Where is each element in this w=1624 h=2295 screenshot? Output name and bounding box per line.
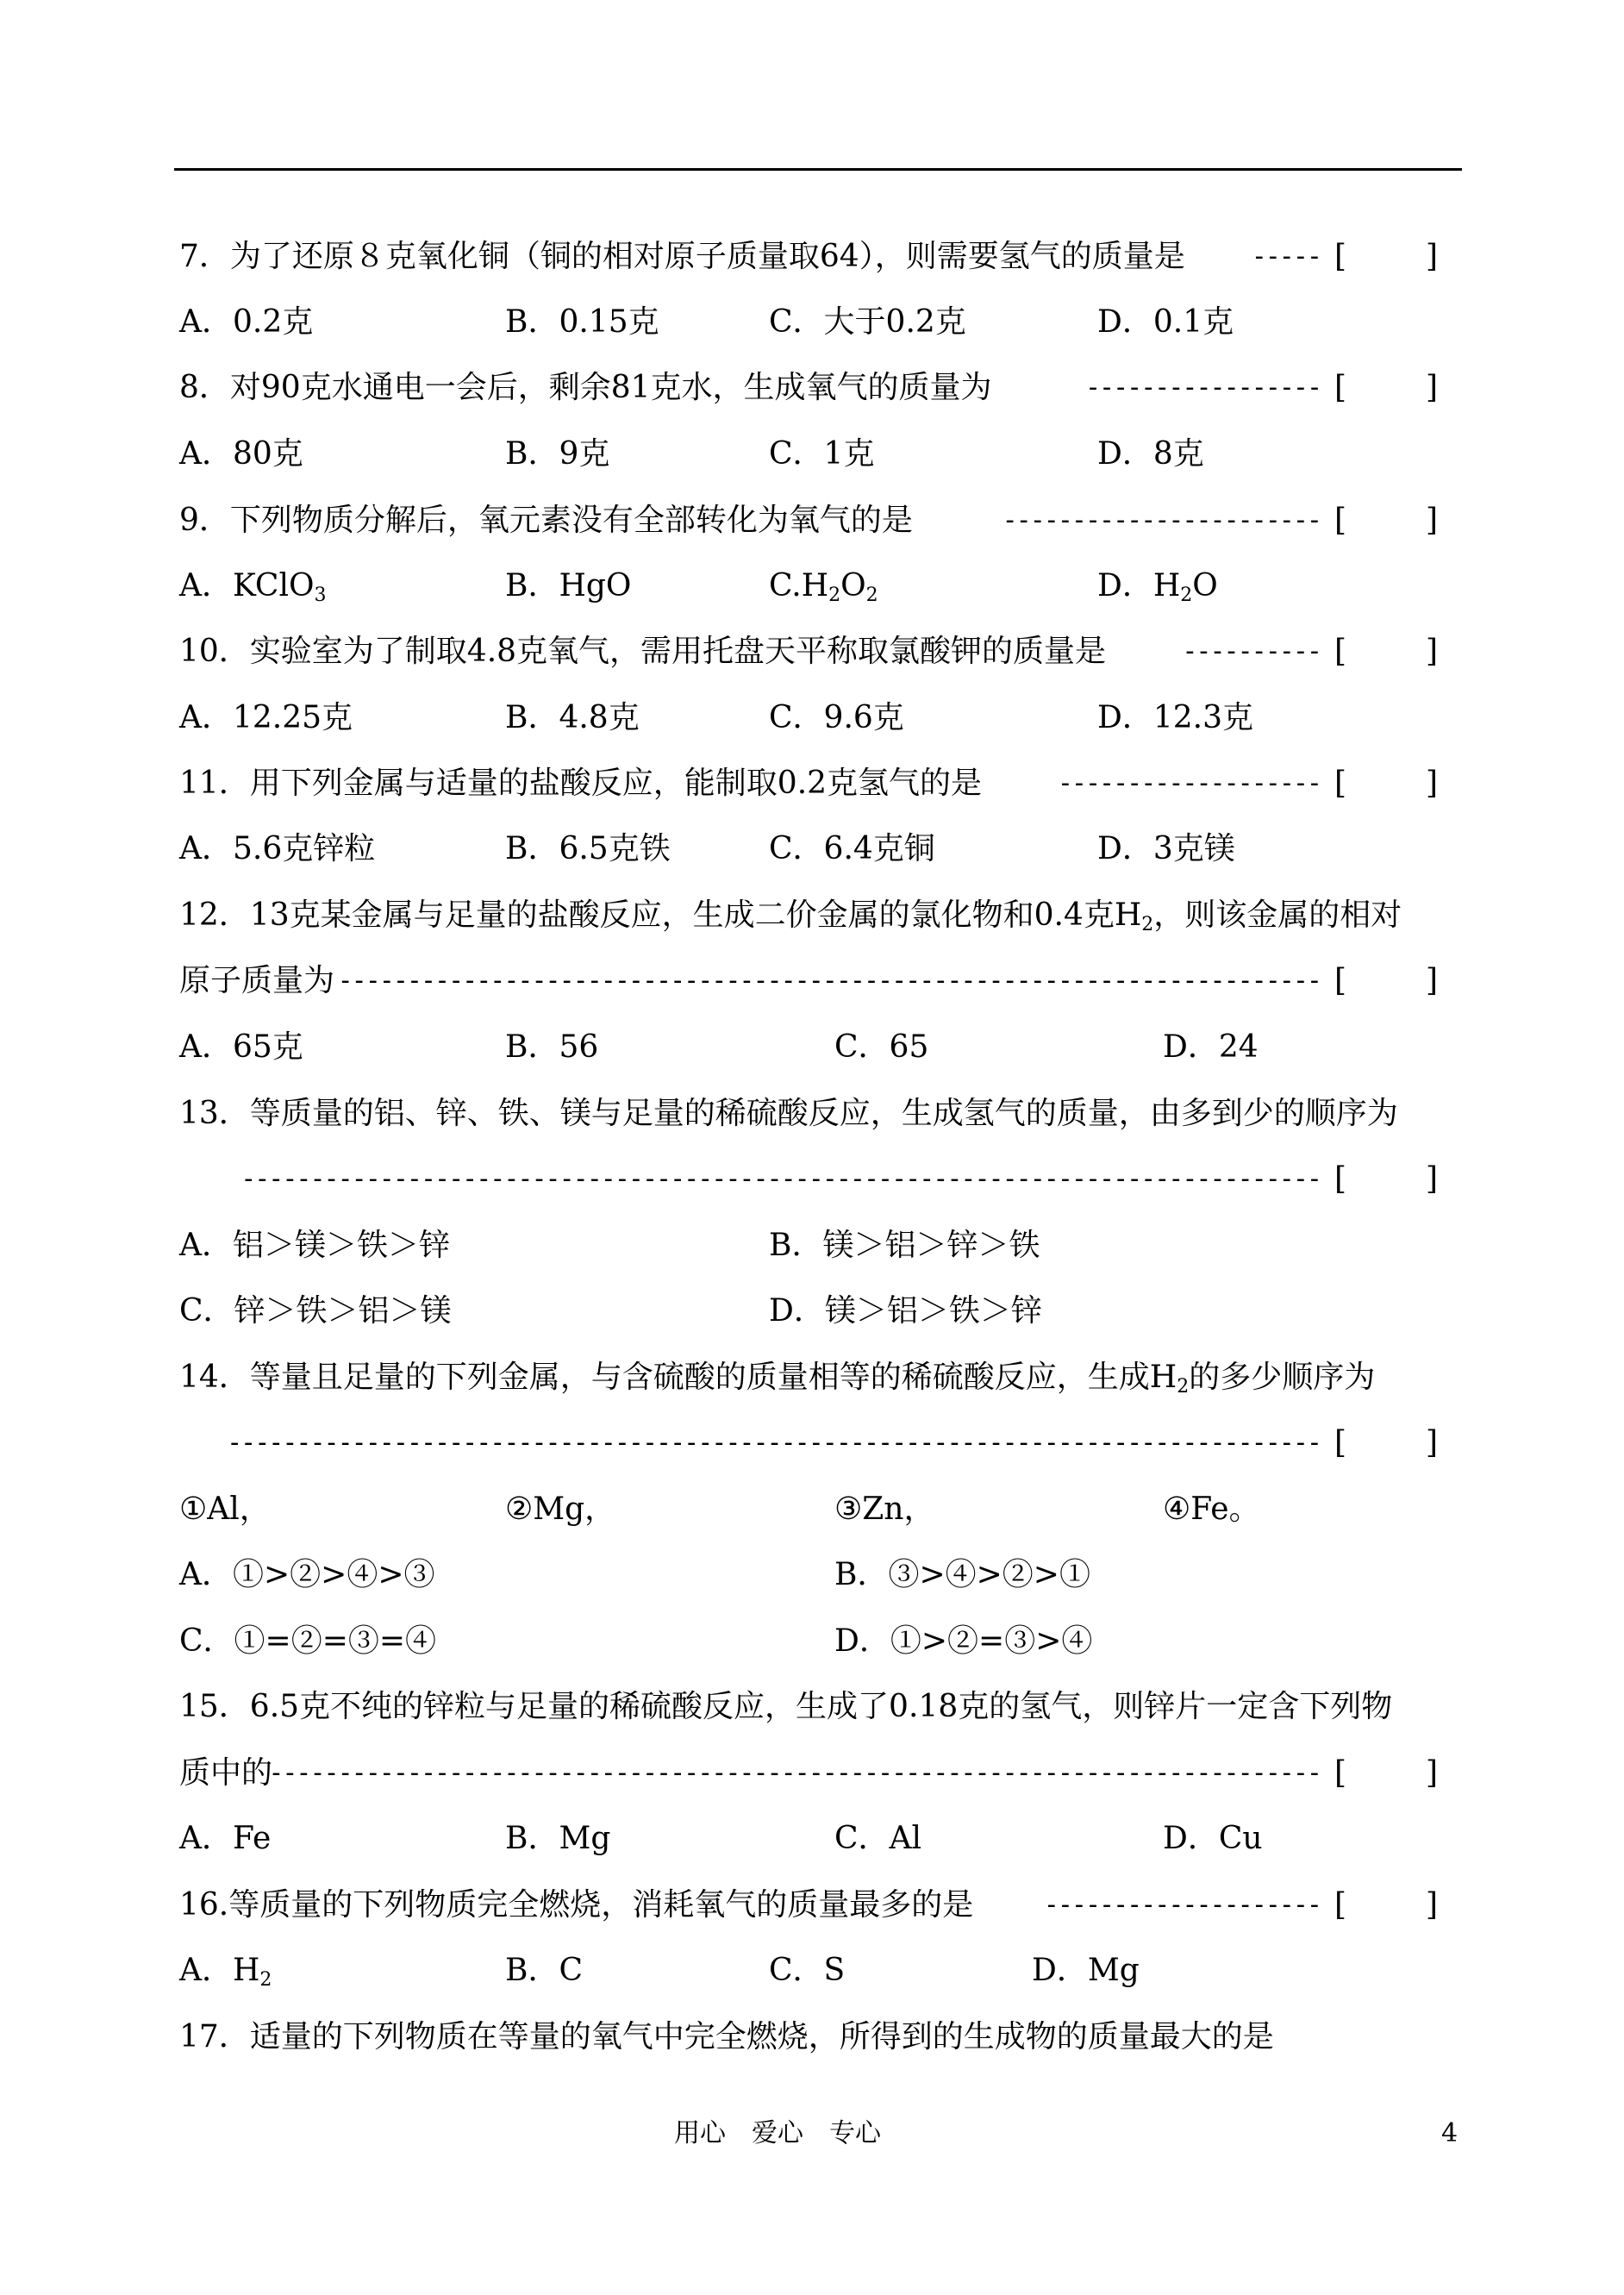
option-a[interactable]: A．0.2克 <box>179 304 314 340</box>
answer-leader: ----------------------- <box>1002 505 1321 535</box>
option-d[interactable]: D．Mg <box>1032 1953 1140 1988</box>
option-c[interactable]: C．9.6克 <box>769 700 904 735</box>
question-15-line-2: 质中的 ---------------------------------------------------------------------------- [ ] <box>179 1755 1438 1791</box>
option-b[interactable]: B．HgO <box>505 568 632 603</box>
question-stem: 16.等质量的下列物质完全燃烧，消耗氧气的质量最多的是 <box>179 1887 974 1923</box>
option-c[interactable]: C．Al <box>834 1821 922 1856</box>
option-c[interactable]: C．1克 <box>769 436 875 472</box>
question-stem: 9．下列物质分解后，氧元素没有全部转化为氧气的是 <box>179 503 913 538</box>
option-a[interactable]: A．65克 <box>179 1029 303 1065</box>
option-c[interactable]: $C.H_2O_2$ <box>769 568 878 606</box>
question-stem: 13．等质量的铝、锌、铁、镁与足量的稀硫酸反应，生成氢气的质量，由多到少的顺序为 <box>179 1096 1398 1131</box>
option-d[interactable]: D．Cu <box>1163 1821 1263 1856</box>
question-stem: 质中的 <box>179 1755 273 1791</box>
option-b[interactable]: B．③>④>②>① <box>834 1557 1090 1592</box>
page-number: 4 <box>1441 2118 1458 2148</box>
answer-leader: ------------------------------------------------------------------------------- <box>227 1428 1321 1458</box>
metal-item-1: ①Al， <box>179 1491 271 1527</box>
option-d[interactable]: D．24 <box>1163 1029 1259 1065</box>
question-stem: 17．适量的下列物质在等量的氧气中完全燃烧，所得到的生成物的质量最大的是 <box>179 2019 1274 2054</box>
option-b[interactable]: B．镁＞铝＞锌＞铁 <box>769 1228 1040 1263</box>
question-16: 16.等质量的下列物质完全燃烧，消耗氧气的质量最多的是 -------------------- [ ] <box>179 1887 1438 1923</box>
option-c[interactable]: C．大于0.2克 <box>769 304 966 340</box>
question-stem: 11．用下列金属与适量的盐酸反应，能制取0.2克氢气的是 <box>179 766 983 801</box>
question-stem: 15．6.5克不纯的锌粒与足量的稀硫酸反应，生成了0.18克的氢气，则锌片一定含下列物 <box>179 1689 1393 1724</box>
option-a[interactable]: A．Fe <box>179 1821 272 1856</box>
question-stem: 8．对90克水通电一会后，剩余81克水，生成氧气的质量为 <box>179 370 992 405</box>
option-b[interactable]: B．0.15克 <box>505 304 659 340</box>
question-stem: 14．等量且足量的下列金属，与含硫酸的质量相等的稀硫酸反应，生成H <box>179 1360 1177 1395</box>
question-13 <box>179 1095 1458 1133</box>
question-11: 11．用下列金属与适量的盐酸反应，能制取0.2克氢气的是 ------------------- [ ] <box>179 766 1438 801</box>
question-7: 7．为了还原８克氧化铜（铜的相对原子质量取64），则需要氢气的质量是 ----- [ ] <box>179 239 1438 274</box>
answer-leader: ------------------------------------------------------------------------------ <box>240 1164 1321 1194</box>
question-stem: 7．为了还原８克氧化铜（铜的相对原子质量取64），则需要氢气的质量是 <box>179 239 1185 274</box>
option-b[interactable]: B．56 <box>505 1029 599 1065</box>
option-a[interactable]: A．①>②>④>③ <box>179 1557 435 1592</box>
option-c[interactable]: C．①=②=③=④ <box>179 1623 437 1659</box>
answer-leader: ----------------- <box>1084 372 1321 403</box>
answer-leader: ---------------------------------------------------------------------------- <box>268 1758 1321 1788</box>
metal-item-4: ④Fe。 <box>1163 1491 1260 1527</box>
option-c[interactable]: C．6.4克铜 <box>769 831 935 866</box>
question-stem: 10．实验室为了制取4.8克氧气，需用托盘天平称取氯酸钾的质量是 <box>179 634 1107 669</box>
question-14: 14．等量且足量的下列金属，与含硫酸的质量相等的稀硫酸反应，生成$H_2$的多少顺序为 <box>179 1360 1376 1398</box>
answer-leader: ----------------------------------------------------------------------- <box>337 966 1321 996</box>
option-a[interactable]: A．5.6克锌粒 <box>179 831 376 866</box>
option-d[interactable]: D．①>②=③>④ <box>834 1623 1093 1659</box>
option-a[interactable]: A．12.25克 <box>179 700 353 735</box>
question-8: 8．对90克水通电一会后，剩余81克水，生成氧气的质量为 ----------------- [ ] <box>179 370 1438 405</box>
option-a[interactable]: A．$H_2$ <box>179 1953 272 1991</box>
option-b[interactable]: B．4.8克 <box>505 700 640 735</box>
option-a[interactable]: A．KClO$_3$ <box>179 568 327 606</box>
option-d[interactable]: D．3克镁 <box>1097 831 1235 866</box>
option-b[interactable]: B．6.5克铁 <box>505 831 671 866</box>
question-stem: 原子质量为 <box>179 963 335 998</box>
option-b[interactable]: B．C <box>505 1953 584 1988</box>
option-d[interactable]: D．8克 <box>1097 436 1204 472</box>
footer-motto: 用心 爱心 专心 <box>674 2118 881 2148</box>
question-10: 10．实验室为了制取4.8克氧气，需用托盘天平称取氯酸钾的质量是 ---------- [ ] <box>179 634 1438 669</box>
option-d[interactable]: D．12.3克 <box>1097 700 1254 735</box>
option-d[interactable]: D．$H_2O$ <box>1097 568 1218 606</box>
header-rule <box>174 168 1462 171</box>
answer-leader: ------------------- <box>1057 768 1321 798</box>
option-a[interactable]: A．铝＞镁＞铁＞锌 <box>179 1228 450 1263</box>
question-9: 9．下列物质分解后，氧元素没有全部转化为氧气的是 ----------------------- [ ] <box>179 503 1438 538</box>
question-12-line-2: 原子质量为 ----------------------------------------------------------------------- [ ] <box>179 963 1438 998</box>
metal-item-3: ③Zn， <box>834 1491 935 1527</box>
question-15 <box>179 1688 1458 1726</box>
option-b[interactable]: B．9克 <box>505 436 610 472</box>
option-d[interactable]: D．镁＞铝＞铁＞锌 <box>769 1293 1042 1329</box>
option-c[interactable]: C．S <box>769 1953 846 1988</box>
question-12: 12．13克某金属与足量的盐酸反应，生成二价金属的氯化物和0.4克$H_2$，则该金属的相对 <box>179 897 1402 935</box>
metal-item-2: ②Mg， <box>505 1491 616 1527</box>
question-17 <box>179 2018 1458 2056</box>
answer-leader: ----- <box>1251 241 1321 272</box>
option-b[interactable]: B．Mg <box>505 1821 611 1856</box>
answer-leader: -------------------- <box>1043 1890 1321 1920</box>
option-c[interactable]: C．65 <box>834 1029 929 1065</box>
option-d[interactable]: D．0.1克 <box>1097 304 1234 340</box>
option-a[interactable]: A．80克 <box>179 436 303 472</box>
option-c[interactable]: C．锌＞铁＞铝＞镁 <box>179 1293 452 1329</box>
question-stem: 12．13克某金属与足量的盐酸反应，生成二价金属的氯化物和0.4克H <box>179 897 1142 933</box>
answer-leader: ---------- <box>1182 636 1321 666</box>
